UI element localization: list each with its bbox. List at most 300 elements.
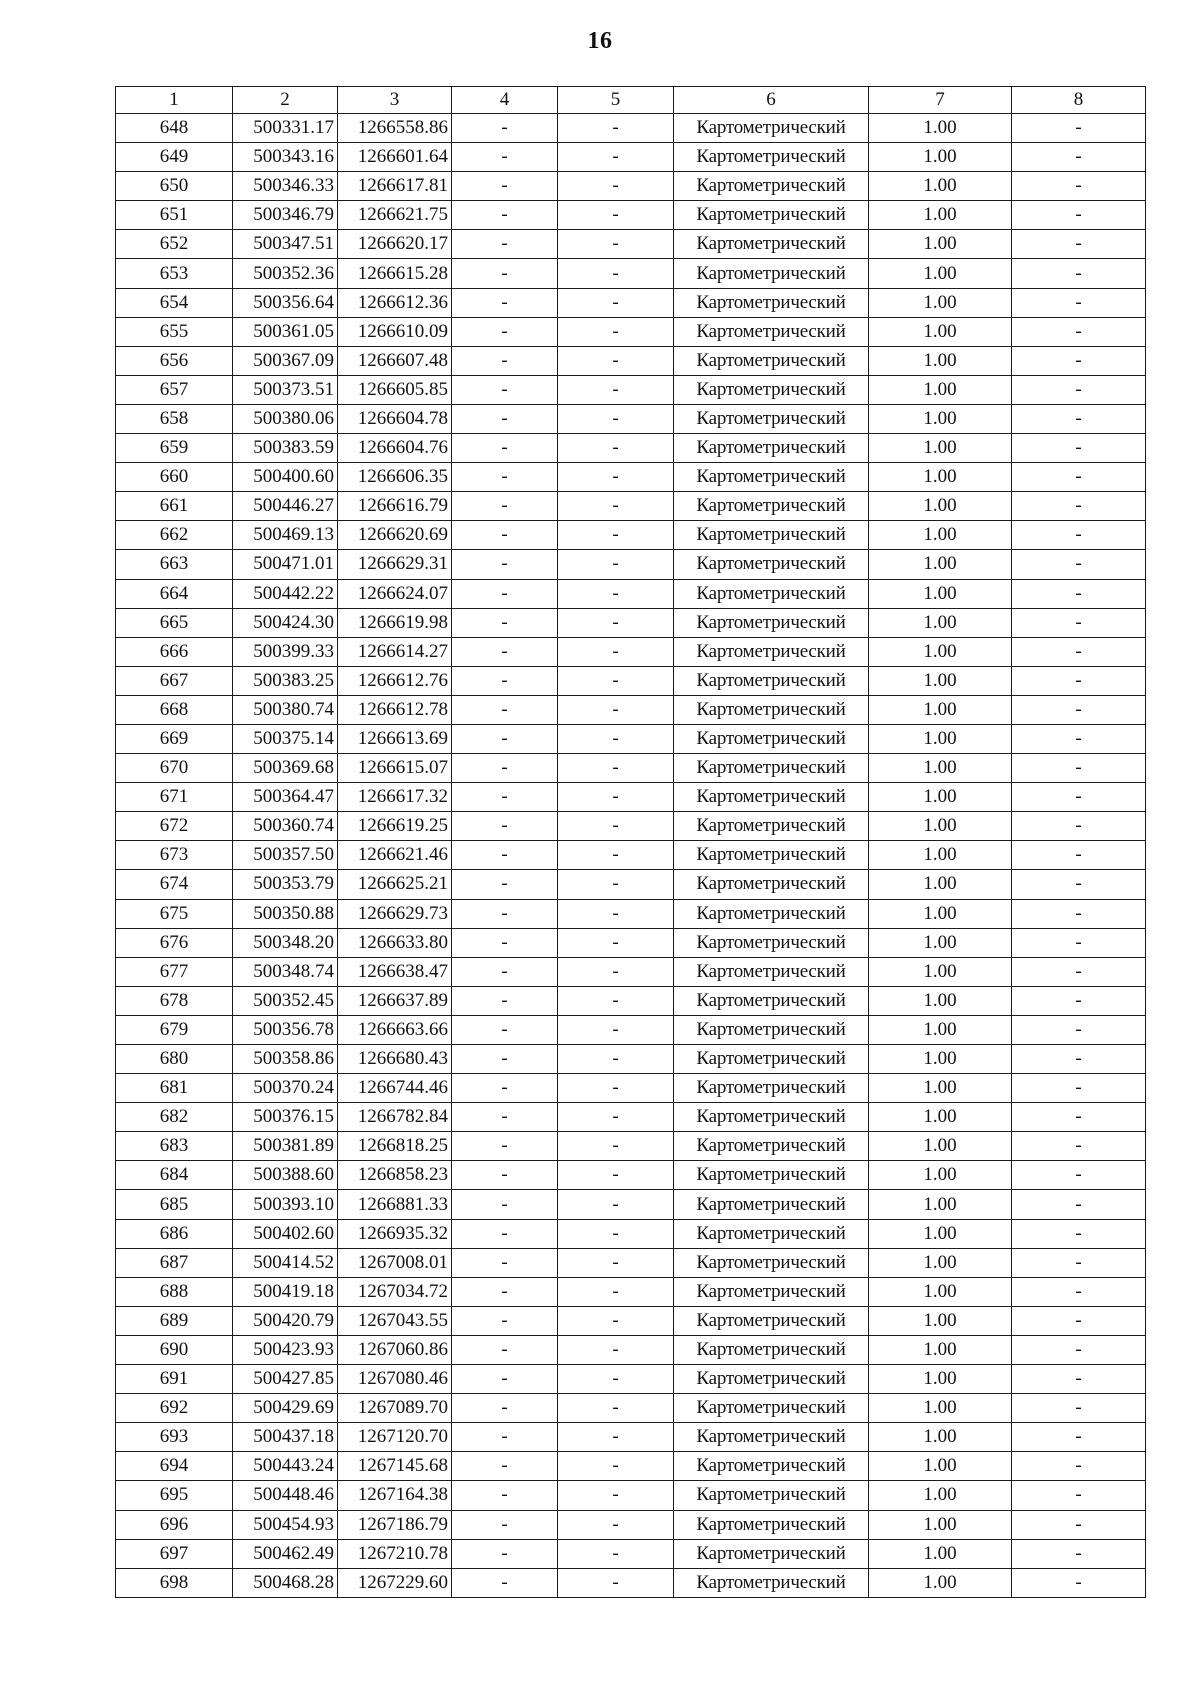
accuracy-cell: 1.00 <box>869 986 1012 1015</box>
table-row <box>116 1510 1146 1539</box>
y-coordinate-cell: 1266621.46 <box>338 841 452 870</box>
column-5-cell: - <box>558 986 674 1015</box>
accuracy-cell: 1.00 <box>869 754 1012 783</box>
point-number-cell: 690 <box>116 1335 233 1364</box>
column-5-cell: - <box>558 521 674 550</box>
table-row <box>116 1015 1146 1044</box>
x-coordinate-cell: 500446.27 <box>233 492 338 521</box>
y-coordinate-cell: 1267034.72 <box>338 1277 452 1306</box>
column-4-cell: - <box>452 346 558 375</box>
column-8-cell: - <box>1012 608 1146 637</box>
column-8-cell: - <box>1012 754 1146 783</box>
table-row <box>116 812 1146 841</box>
column-4-cell: - <box>452 1132 558 1161</box>
column-4-cell: - <box>452 1015 558 1044</box>
x-coordinate-cell: 500471.01 <box>233 550 338 579</box>
point-number-cell: 695 <box>116 1481 233 1510</box>
accuracy-cell: 1.00 <box>869 812 1012 841</box>
y-coordinate-cell: 1266782.84 <box>338 1103 452 1132</box>
column-8-cell: - <box>1012 317 1146 346</box>
method-cell: Картометрический <box>674 666 869 695</box>
column-4-cell: - <box>452 375 558 404</box>
method-cell: Картометрический <box>674 1045 869 1074</box>
accuracy-cell: 1.00 <box>869 1219 1012 1248</box>
column-5-cell: - <box>558 724 674 753</box>
header-cell: 5 <box>558 87 674 114</box>
method-cell: Картометрический <box>674 317 869 346</box>
point-number-cell: 677 <box>116 957 233 986</box>
column-5-cell: - <box>558 143 674 172</box>
y-coordinate-cell: 1266619.25 <box>338 812 452 841</box>
column-4-cell: - <box>452 1219 558 1248</box>
method-cell: Картометрический <box>674 143 869 172</box>
column-8-cell: - <box>1012 1074 1146 1103</box>
column-5-cell: - <box>558 259 674 288</box>
header-row <box>116 87 1146 114</box>
column-8-cell: - <box>1012 1394 1146 1423</box>
method-cell: Картометрический <box>674 783 869 812</box>
column-4-cell: - <box>452 899 558 928</box>
column-8-cell: - <box>1012 1132 1146 1161</box>
column-4-cell: - <box>452 1452 558 1481</box>
column-4-cell: - <box>452 579 558 608</box>
table-row <box>116 841 1146 870</box>
method-cell: Картометрический <box>674 1423 869 1452</box>
point-number-cell: 689 <box>116 1306 233 1335</box>
column-8-cell: - <box>1012 695 1146 724</box>
column-5-cell: - <box>558 928 674 957</box>
y-coordinate-cell: 1266612.36 <box>338 288 452 317</box>
column-8-cell: - <box>1012 1045 1146 1074</box>
column-5-cell: - <box>558 1394 674 1423</box>
accuracy-cell: 1.00 <box>869 1161 1012 1190</box>
y-coordinate-cell: 1266617.81 <box>338 172 452 201</box>
table-row <box>116 114 1146 143</box>
table-row <box>116 172 1146 201</box>
x-coordinate-cell: 500376.15 <box>233 1103 338 1132</box>
method-cell: Картометрический <box>674 1568 869 1597</box>
column-8-cell: - <box>1012 666 1146 695</box>
y-coordinate-cell: 1266617.32 <box>338 783 452 812</box>
column-4-cell: - <box>452 492 558 521</box>
x-coordinate-cell: 500380.74 <box>233 695 338 724</box>
table-row <box>116 317 1146 346</box>
table-row <box>116 928 1146 957</box>
point-number-cell: 656 <box>116 346 233 375</box>
method-cell: Картометрический <box>674 1161 869 1190</box>
method-cell: Картометрический <box>674 1335 869 1364</box>
column-4-cell: - <box>452 201 558 230</box>
y-coordinate-cell: 1266607.48 <box>338 346 452 375</box>
column-4-cell: - <box>452 1161 558 1190</box>
point-number-cell: 685 <box>116 1190 233 1219</box>
y-coordinate-cell: 1266858.23 <box>338 1161 452 1190</box>
column-8-cell: - <box>1012 1452 1146 1481</box>
method-cell: Картометрический <box>674 1306 869 1335</box>
method-cell: Картометрический <box>674 1481 869 1510</box>
x-coordinate-cell: 500352.45 <box>233 986 338 1015</box>
method-cell: Картометрический <box>674 1248 869 1277</box>
y-coordinate-cell: 1266615.07 <box>338 754 452 783</box>
accuracy-cell: 1.00 <box>869 579 1012 608</box>
x-coordinate-cell: 500367.09 <box>233 346 338 375</box>
column-5-cell: - <box>558 870 674 899</box>
point-number-cell: 657 <box>116 375 233 404</box>
method-cell: Картометрический <box>674 463 869 492</box>
column-8-cell: - <box>1012 841 1146 870</box>
column-8-cell: - <box>1012 434 1146 463</box>
table-header <box>116 87 1146 114</box>
x-coordinate-cell: 500356.64 <box>233 288 338 317</box>
method-cell: Картометрический <box>674 928 869 957</box>
column-8-cell: - <box>1012 1365 1146 1394</box>
column-8-cell: - <box>1012 1306 1146 1335</box>
x-coordinate-cell: 500469.13 <box>233 521 338 550</box>
header-cell: 1 <box>116 87 233 114</box>
accuracy-cell: 1.00 <box>869 928 1012 957</box>
column-4-cell: - <box>452 1423 558 1452</box>
point-number-cell: 692 <box>116 1394 233 1423</box>
column-4-cell: - <box>452 114 558 143</box>
point-number-cell: 676 <box>116 928 233 957</box>
point-number-cell: 693 <box>116 1423 233 1452</box>
column-4-cell: - <box>452 1365 558 1394</box>
table-row <box>116 1161 1146 1190</box>
y-coordinate-cell: 1266620.17 <box>338 230 452 259</box>
accuracy-cell: 1.00 <box>869 1277 1012 1306</box>
accuracy-cell: 1.00 <box>869 724 1012 753</box>
x-coordinate-cell: 500448.46 <box>233 1481 338 1510</box>
point-number-cell: 653 <box>116 259 233 288</box>
point-number-cell: 661 <box>116 492 233 521</box>
column-5-cell: - <box>558 666 674 695</box>
column-8-cell: - <box>1012 143 1146 172</box>
column-4-cell: - <box>452 724 558 753</box>
column-4-cell: - <box>452 172 558 201</box>
x-coordinate-cell: 500350.88 <box>233 899 338 928</box>
column-5-cell: - <box>558 404 674 433</box>
table-row <box>116 986 1146 1015</box>
point-number-cell: 696 <box>116 1510 233 1539</box>
method-cell: Картометрический <box>674 1074 869 1103</box>
accuracy-cell: 1.00 <box>869 550 1012 579</box>
method-cell: Картометрический <box>674 259 869 288</box>
column-8-cell: - <box>1012 550 1146 579</box>
accuracy-cell: 1.00 <box>869 841 1012 870</box>
column-4-cell: - <box>452 1510 558 1539</box>
point-number-cell: 698 <box>116 1568 233 1597</box>
x-coordinate-cell: 500356.78 <box>233 1015 338 1044</box>
method-cell: Картометрический <box>674 1219 869 1248</box>
column-4-cell: - <box>452 870 558 899</box>
column-4-cell: - <box>452 957 558 986</box>
x-coordinate-cell: 500383.25 <box>233 666 338 695</box>
table-row <box>116 1394 1146 1423</box>
table-row <box>116 521 1146 550</box>
method-cell: Картометрический <box>674 579 869 608</box>
y-coordinate-cell: 1266633.80 <box>338 928 452 957</box>
table-row <box>116 1074 1146 1103</box>
column-4-cell: - <box>452 1306 558 1335</box>
method-cell: Картометрический <box>674 550 869 579</box>
table-row <box>116 1190 1146 1219</box>
column-4-cell: - <box>452 317 558 346</box>
accuracy-cell: 1.00 <box>869 346 1012 375</box>
accuracy-cell: 1.00 <box>869 957 1012 986</box>
y-coordinate-cell: 1266663.66 <box>338 1015 452 1044</box>
point-number-cell: 687 <box>116 1248 233 1277</box>
column-5-cell: - <box>558 1365 674 1394</box>
table-row <box>116 637 1146 666</box>
y-coordinate-cell: 1266605.85 <box>338 375 452 404</box>
column-4-cell: - <box>452 1481 558 1510</box>
column-5-cell: - <box>558 957 674 986</box>
column-8-cell: - <box>1012 201 1146 230</box>
column-5-cell: - <box>558 1335 674 1364</box>
y-coordinate-cell: 1266614.27 <box>338 637 452 666</box>
method-cell: Картометрический <box>674 899 869 928</box>
method-cell: Картометрический <box>674 754 869 783</box>
column-4-cell: - <box>452 754 558 783</box>
accuracy-cell: 1.00 <box>869 899 1012 928</box>
column-4-cell: - <box>452 463 558 492</box>
x-coordinate-cell: 500423.93 <box>233 1335 338 1364</box>
x-coordinate-cell: 500381.89 <box>233 1132 338 1161</box>
column-5-cell: - <box>558 230 674 259</box>
column-4-cell: - <box>452 404 558 433</box>
column-4-cell: - <box>452 288 558 317</box>
point-number-cell: 694 <box>116 1452 233 1481</box>
accuracy-cell: 1.00 <box>869 521 1012 550</box>
accuracy-cell: 1.00 <box>869 1481 1012 1510</box>
column-5-cell: - <box>558 1568 674 1597</box>
point-number-cell: 670 <box>116 754 233 783</box>
x-coordinate-cell: 500400.60 <box>233 463 338 492</box>
table-body <box>116 114 1146 1598</box>
table-row <box>116 1335 1146 1364</box>
method-cell: Картометрический <box>674 957 869 986</box>
point-number-cell: 679 <box>116 1015 233 1044</box>
header-cell: 4 <box>452 87 558 114</box>
column-8-cell: - <box>1012 1510 1146 1539</box>
method-cell: Картометрический <box>674 724 869 753</box>
column-4-cell: - <box>452 434 558 463</box>
method-cell: Картометрический <box>674 1103 869 1132</box>
y-coordinate-cell: 1267229.60 <box>338 1568 452 1597</box>
column-5-cell: - <box>558 201 674 230</box>
column-5-cell: - <box>558 754 674 783</box>
column-4-cell: - <box>452 521 558 550</box>
table-row <box>116 1452 1146 1481</box>
x-coordinate-cell: 500352.36 <box>233 259 338 288</box>
column-4-cell: - <box>452 1277 558 1306</box>
column-8-cell: - <box>1012 172 1146 201</box>
x-coordinate-cell: 500419.18 <box>233 1277 338 1306</box>
accuracy-cell: 1.00 <box>869 1045 1012 1074</box>
point-number-cell: 675 <box>116 899 233 928</box>
y-coordinate-cell: 1266612.78 <box>338 695 452 724</box>
table-row <box>116 666 1146 695</box>
y-coordinate-cell: 1266606.35 <box>338 463 452 492</box>
column-4-cell: - <box>452 1045 558 1074</box>
column-4-cell: - <box>452 550 558 579</box>
table-row <box>116 492 1146 521</box>
column-5-cell: - <box>558 783 674 812</box>
y-coordinate-cell: 1267164.38 <box>338 1481 452 1510</box>
table-row <box>116 1365 1146 1394</box>
table-row <box>116 1568 1146 1597</box>
method-cell: Картометрический <box>674 1277 869 1306</box>
point-number-cell: 668 <box>116 695 233 724</box>
column-8-cell: - <box>1012 463 1146 492</box>
column-8-cell: - <box>1012 1539 1146 1568</box>
point-number-cell: 669 <box>116 724 233 753</box>
table-row <box>116 463 1146 492</box>
method-cell: Картометрический <box>674 1190 869 1219</box>
column-4-cell: - <box>452 1335 558 1364</box>
column-8-cell: - <box>1012 1335 1146 1364</box>
y-coordinate-cell: 1266616.79 <box>338 492 452 521</box>
header-cell: 6 <box>674 87 869 114</box>
column-4-cell: - <box>452 637 558 666</box>
method-cell: Картометрический <box>674 870 869 899</box>
method-cell: Картометрический <box>674 1510 869 1539</box>
column-5-cell: - <box>558 1219 674 1248</box>
y-coordinate-cell: 1266881.33 <box>338 1190 452 1219</box>
x-coordinate-cell: 500393.10 <box>233 1190 338 1219</box>
column-4-cell: - <box>452 608 558 637</box>
method-cell: Картометрический <box>674 1452 869 1481</box>
y-coordinate-cell: 1266744.46 <box>338 1074 452 1103</box>
y-coordinate-cell: 1266624.07 <box>338 579 452 608</box>
method-cell: Картометрический <box>674 404 869 433</box>
point-number-cell: 672 <box>116 812 233 841</box>
y-coordinate-cell: 1266620.69 <box>338 521 452 550</box>
table-row <box>116 1248 1146 1277</box>
accuracy-cell: 1.00 <box>869 1103 1012 1132</box>
accuracy-cell: 1.00 <box>869 172 1012 201</box>
point-number-cell: 671 <box>116 783 233 812</box>
x-coordinate-cell: 500468.28 <box>233 1568 338 1597</box>
y-coordinate-cell: 1266638.47 <box>338 957 452 986</box>
y-coordinate-cell: 1266637.89 <box>338 986 452 1015</box>
column-5-cell: - <box>558 812 674 841</box>
method-cell: Картометрический <box>674 201 869 230</box>
header-cell: 3 <box>338 87 452 114</box>
column-8-cell: - <box>1012 1015 1146 1044</box>
column-8-cell: - <box>1012 375 1146 404</box>
y-coordinate-cell: 1267145.68 <box>338 1452 452 1481</box>
column-8-cell: - <box>1012 1190 1146 1219</box>
accuracy-cell: 1.00 <box>869 1365 1012 1394</box>
method-cell: Картометрический <box>674 1015 869 1044</box>
method-cell: Картометрический <box>674 114 869 143</box>
accuracy-cell: 1.00 <box>869 1306 1012 1335</box>
column-8-cell: - <box>1012 1248 1146 1277</box>
column-8-cell: - <box>1012 928 1146 957</box>
column-4-cell: - <box>452 143 558 172</box>
column-8-cell: - <box>1012 986 1146 1015</box>
y-coordinate-cell: 1267080.46 <box>338 1365 452 1394</box>
accuracy-cell: 1.00 <box>869 114 1012 143</box>
table-row <box>116 1481 1146 1510</box>
accuracy-cell: 1.00 <box>869 317 1012 346</box>
y-coordinate-cell: 1266818.25 <box>338 1132 452 1161</box>
column-4-cell: - <box>452 259 558 288</box>
point-number-cell: 684 <box>116 1161 233 1190</box>
x-coordinate-cell: 500380.06 <box>233 404 338 433</box>
y-coordinate-cell: 1266621.75 <box>338 201 452 230</box>
column-5-cell: - <box>558 492 674 521</box>
column-4-cell: - <box>452 812 558 841</box>
column-4-cell: - <box>452 841 558 870</box>
x-coordinate-cell: 500358.86 <box>233 1045 338 1074</box>
point-number-cell: 663 <box>116 550 233 579</box>
column-8-cell: - <box>1012 259 1146 288</box>
accuracy-cell: 1.00 <box>869 463 1012 492</box>
column-5-cell: - <box>558 1277 674 1306</box>
column-4-cell: - <box>452 986 558 1015</box>
column-5-cell: - <box>558 1132 674 1161</box>
x-coordinate-cell: 500402.60 <box>233 1219 338 1248</box>
column-5-cell: - <box>558 317 674 346</box>
method-cell: Картометрический <box>674 492 869 521</box>
table-row <box>116 1539 1146 1568</box>
x-coordinate-cell: 500331.17 <box>233 114 338 143</box>
column-5-cell: - <box>558 1423 674 1452</box>
column-8-cell: - <box>1012 579 1146 608</box>
point-number-cell: 683 <box>116 1132 233 1161</box>
x-coordinate-cell: 500427.85 <box>233 1365 338 1394</box>
method-cell: Картометрический <box>674 695 869 724</box>
point-number-cell: 659 <box>116 434 233 463</box>
column-8-cell: - <box>1012 1423 1146 1452</box>
table-row <box>116 724 1146 753</box>
column-4-cell: - <box>452 1568 558 1597</box>
method-cell: Картометрический <box>674 841 869 870</box>
method-cell: Картометрический <box>674 1539 869 1568</box>
column-5-cell: - <box>558 434 674 463</box>
column-5-cell: - <box>558 1306 674 1335</box>
y-coordinate-cell: 1266629.31 <box>338 550 452 579</box>
accuracy-cell: 1.00 <box>869 201 1012 230</box>
column-8-cell: - <box>1012 288 1146 317</box>
header-cell: 2 <box>233 87 338 114</box>
header-cell: 8 <box>1012 87 1146 114</box>
point-number-cell: 664 <box>116 579 233 608</box>
accuracy-cell: 1.00 <box>869 1568 1012 1597</box>
column-5-cell: - <box>558 579 674 608</box>
table-row <box>116 608 1146 637</box>
column-8-cell: - <box>1012 812 1146 841</box>
column-4-cell: - <box>452 928 558 957</box>
point-number-cell: 691 <box>116 1365 233 1394</box>
column-4-cell: - <box>452 1248 558 1277</box>
accuracy-cell: 1.00 <box>869 783 1012 812</box>
x-coordinate-cell: 500399.33 <box>233 637 338 666</box>
method-cell: Картометрический <box>674 1394 869 1423</box>
table-row <box>116 783 1146 812</box>
y-coordinate-cell: 1266610.09 <box>338 317 452 346</box>
column-5-cell: - <box>558 172 674 201</box>
x-coordinate-cell: 500388.60 <box>233 1161 338 1190</box>
x-coordinate-cell: 500348.20 <box>233 928 338 957</box>
accuracy-cell: 1.00 <box>869 230 1012 259</box>
point-number-cell: 658 <box>116 404 233 433</box>
column-4-cell: - <box>452 695 558 724</box>
column-8-cell: - <box>1012 637 1146 666</box>
column-8-cell: - <box>1012 899 1146 928</box>
